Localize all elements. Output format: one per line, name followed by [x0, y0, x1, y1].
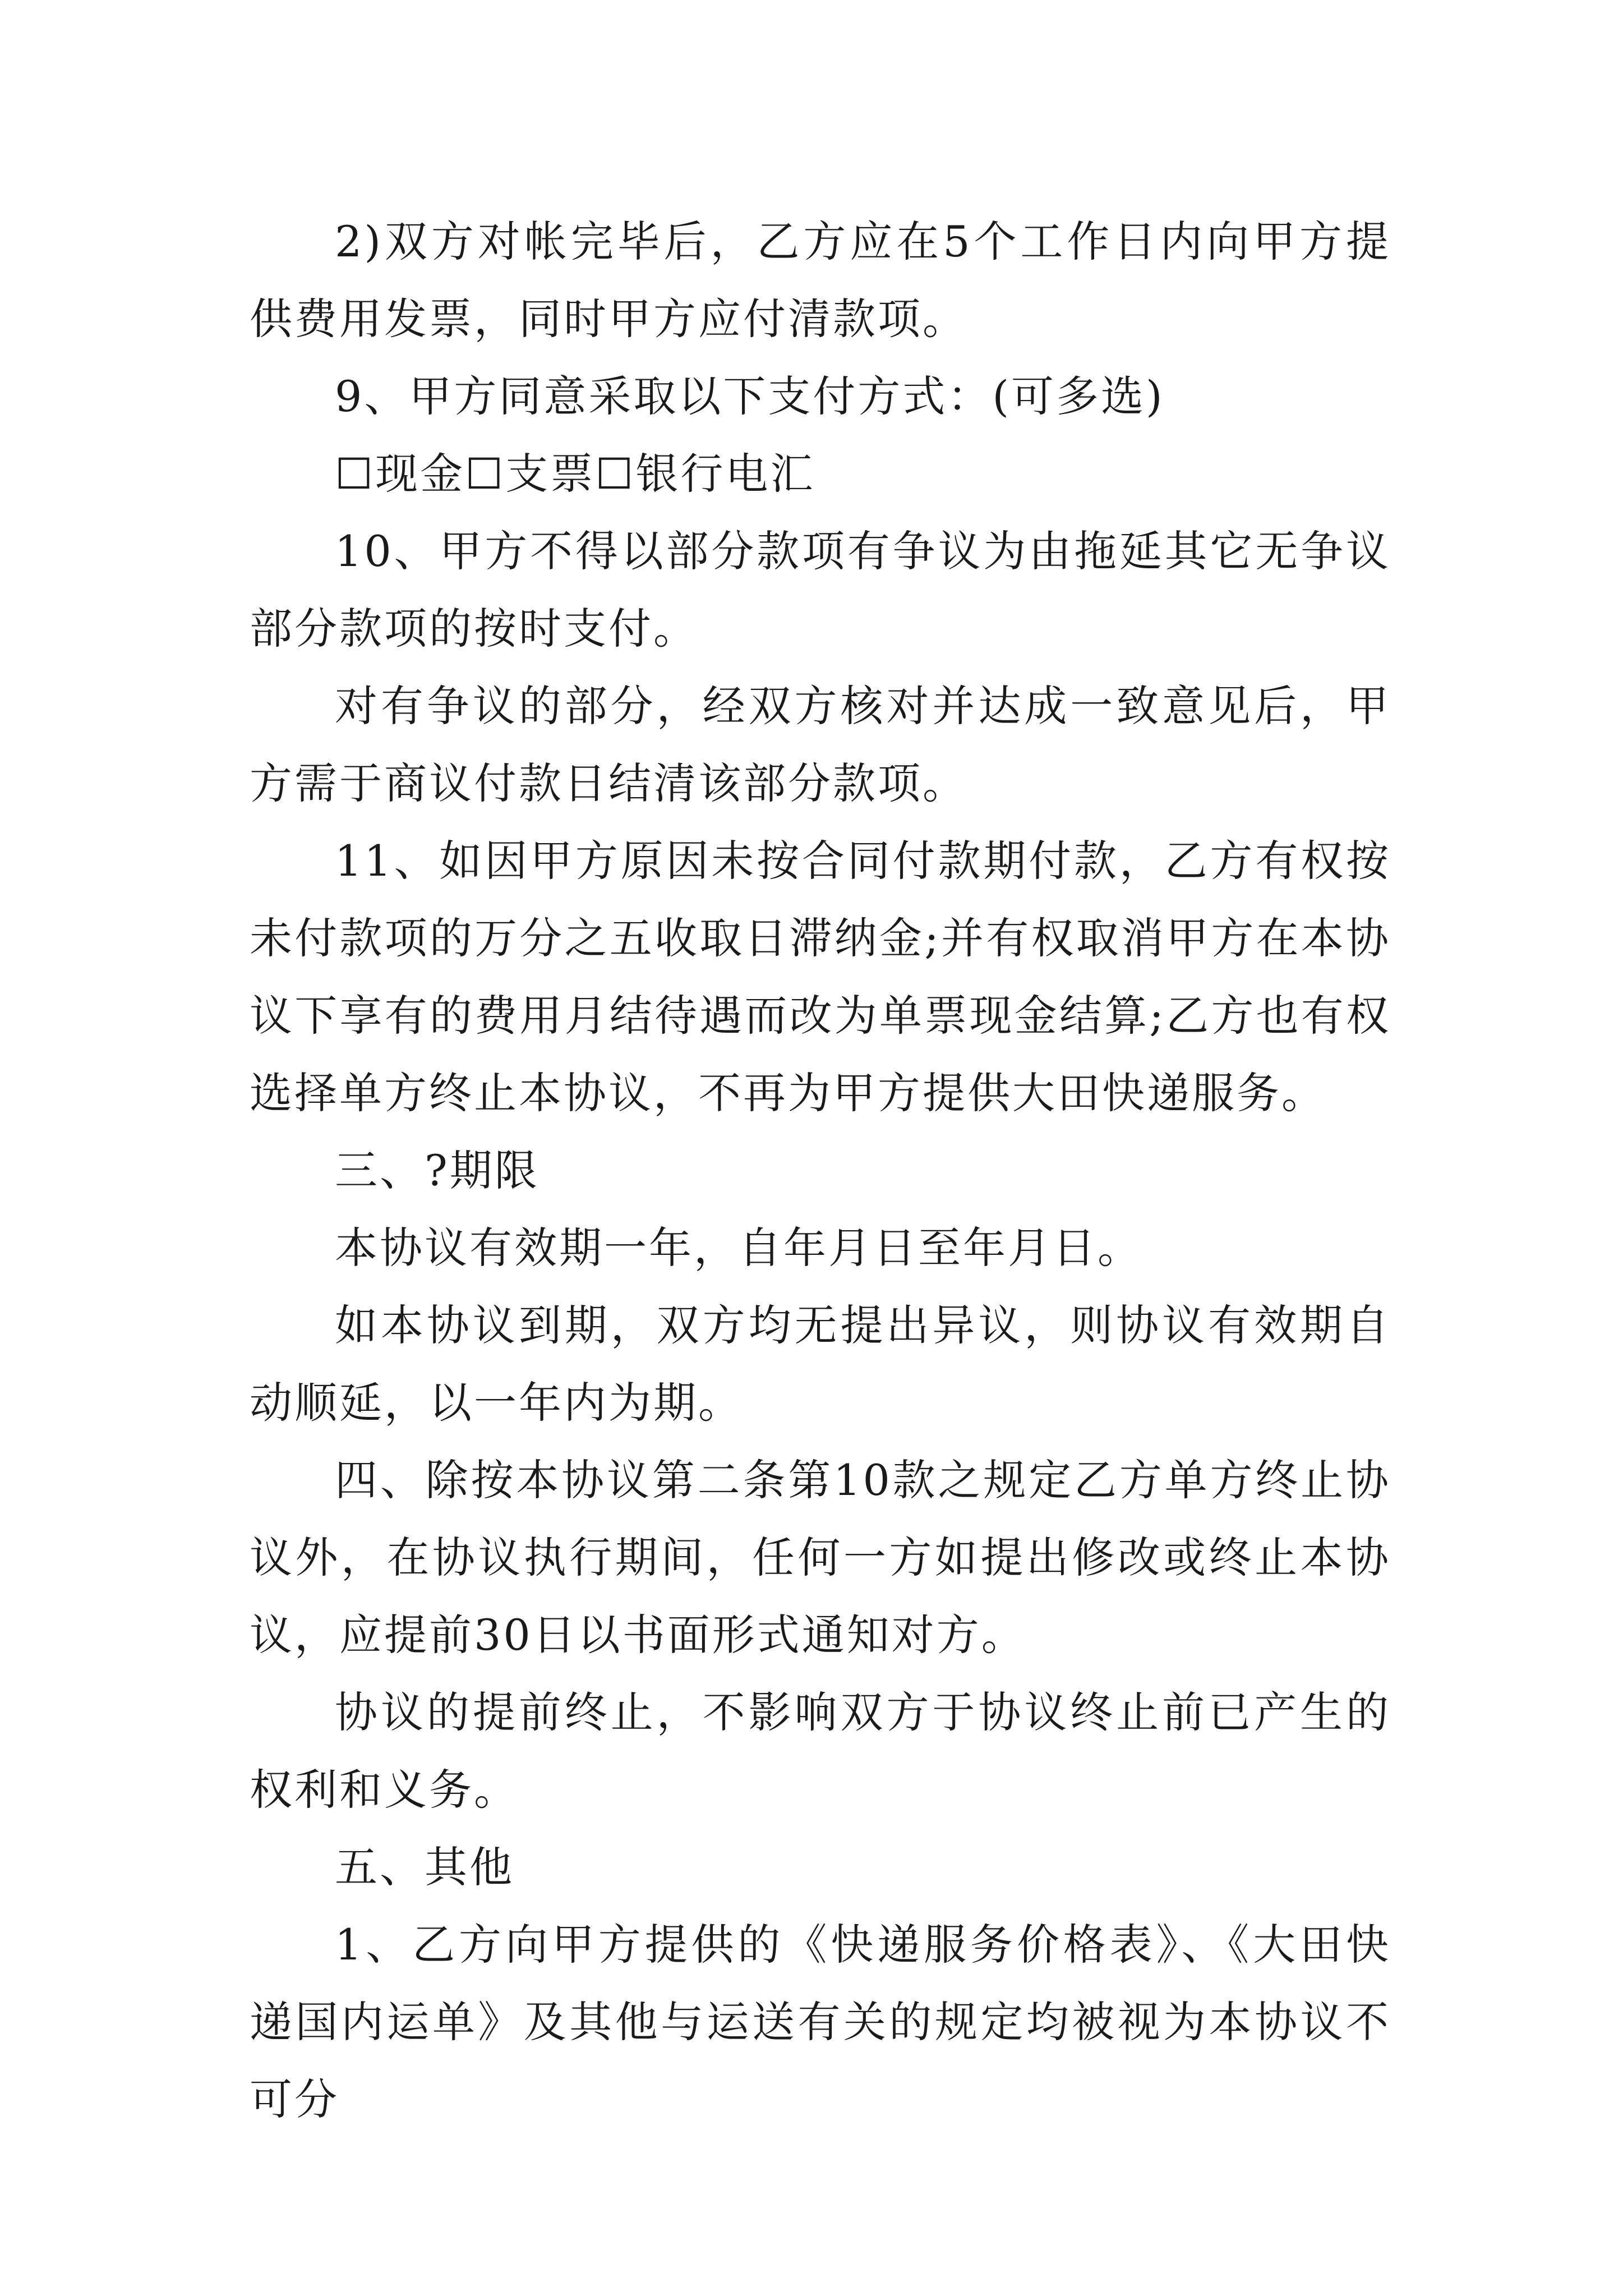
paragraph-auto-renewal: 如本协议到期，双方均无提出异议，则协议有效期自动顺延，以一年内为期。 [250, 1300, 1391, 1428]
paragraph-payment-method-options: ☐现金☐支票☐银行电汇 [335, 449, 815, 499]
paragraph-invoice-after-reconciliation: 2)双方对帐完毕后，乙方应在5个工作日内向甲方提供费用发票，同时甲方应付清款项。 [250, 217, 1391, 344]
paragraph-clause-11: 11、如因甲方原因未按合同付款期付款，乙方有权按未付款项的万分之五收取日滞纳金;并有权取消甲方在本协议下享有的费用月结待遇而改为单票现金结算;乙方也有权选择单方终止本协议，不再为甲方提供大田快递服务。 [250, 836, 1391, 1118]
paragraph-other-clause-1: 1、乙方向甲方提供的《快递服务价格表》、《大田快递国内运单》及其他与运送有关的规定均被视为本协议不可分 [250, 1920, 1391, 2124]
paragraph-early-termination-effect: 协议的提前终止，不影响双方于协议终止前已产生的权利和义务。 [250, 1687, 1391, 1815]
document-body [250, 203, 1391, 2138]
section-heading-other: 五、其他 [335, 1842, 514, 1892]
paragraph-clause-10: 10、甲方不得以部分款项有争议为由拖延其它无争议部分款项的按时支付。 [250, 526, 1391, 654]
paragraph-section-4-termination: 四、除按本协议第二条第10款之规定乙方单方终止协议外，在协议执行期间，任何一方如提出修改或终止本协议，应提前30日以书面形式通知对方。 [250, 1455, 1391, 1660]
section-heading-term: 三、?期限 [335, 1145, 540, 1195]
paragraph-payment-methods-clause: 9、甲方同意采取以下支付方式：(可多选) [335, 371, 1165, 421]
paragraph-validity-period: 本协议有效期一年，自年月日至年月日。 [335, 1223, 1142, 1273]
paragraph-disputed-portion: 对有争议的部分，经双方核对并达成一致意见后，甲方需于商议付款日结清该部分款项。 [250, 681, 1391, 808]
